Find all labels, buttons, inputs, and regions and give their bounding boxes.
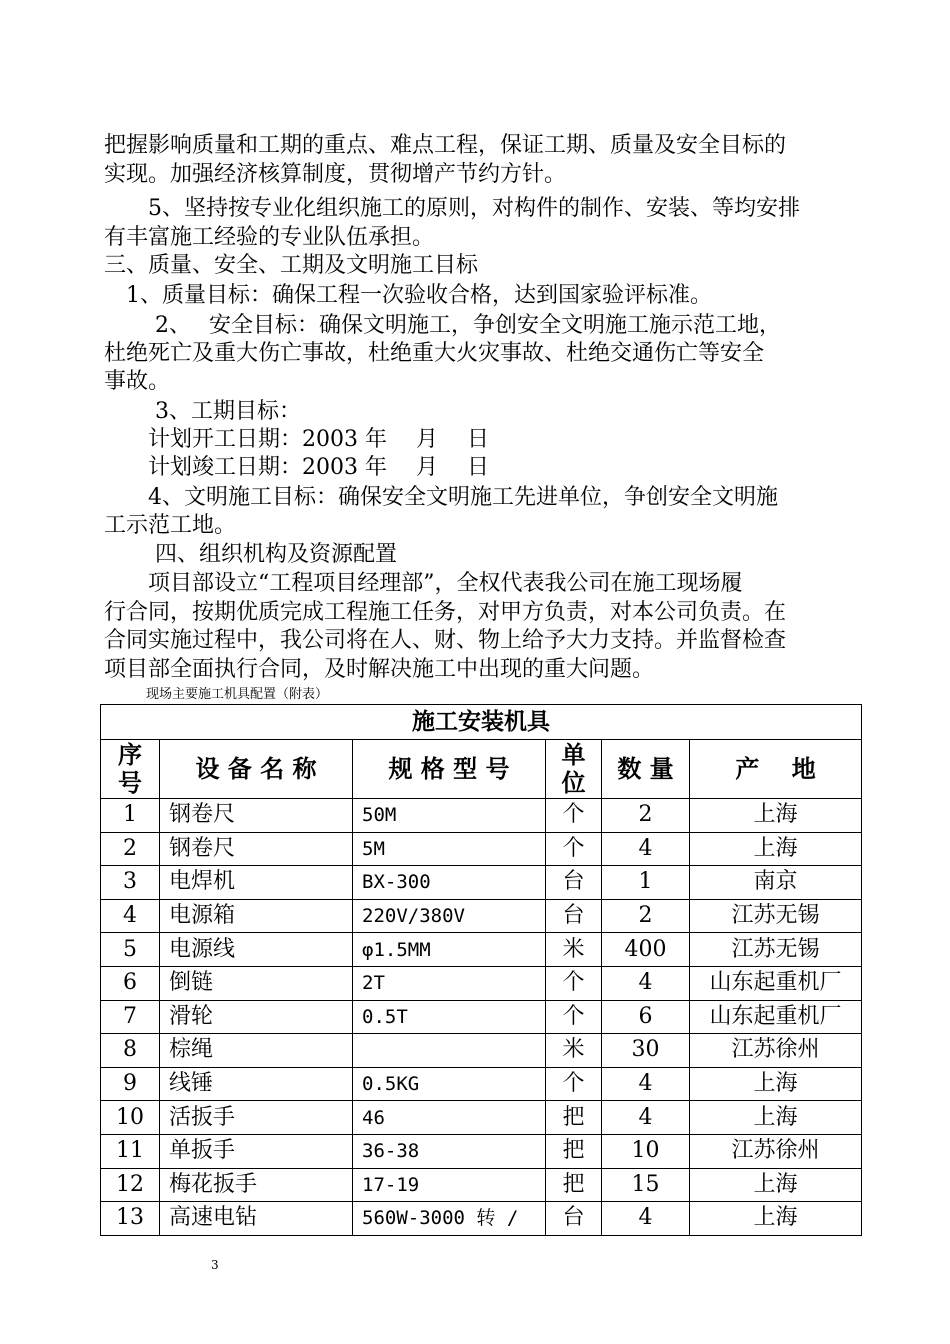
cell-qty: 400 — [602, 933, 690, 967]
cell-unit: 台 — [546, 1202, 602, 1236]
cell-qty: 2 — [602, 899, 690, 933]
table-row — [101, 933, 862, 967]
table-caption: 现场主要施工机具配置（附表） — [146, 687, 329, 702]
cell-origin: 山东起重机厂 — [690, 1000, 862, 1034]
cell-origin: 江苏徐州 — [690, 1134, 862, 1168]
cell-origin: 上海 — [690, 1202, 862, 1236]
cell-name: 单扳手 — [160, 1134, 353, 1168]
paragraph-line: 实现。加强经济核算制度，贯彻增产节约方针。 — [104, 162, 567, 187]
cell-unit: 米 — [546, 1034, 602, 1068]
table-row — [101, 1067, 862, 1101]
header-qty: 数 量 — [602, 740, 690, 799]
paragraph-line: 5、坚持按专业化组织施工的原则，对构件的制作、安装、等均安排 — [104, 196, 800, 221]
cell-qty: 4 — [602, 966, 690, 1000]
table-header-row — [101, 740, 862, 799]
cell-spec: 17-19 — [353, 1168, 546, 1202]
paragraph-line: 有丰富施工经验的专业队伍承担。 — [104, 225, 435, 250]
cell-no: 2 — [101, 832, 160, 866]
cell-name: 倒链 — [160, 966, 353, 1000]
paragraph-line: 项目部设立“工程项目经理部”，全权代表我公司在施工现场履 — [104, 571, 743, 596]
paragraph-line: 合同实施过程中，我公司将在人、财、物上给予大力支持。并监督检查 — [104, 628, 787, 653]
equipment-table — [100, 704, 862, 1236]
cell-name: 线锤 — [160, 1067, 353, 1101]
cell-unit: 把 — [546, 1134, 602, 1168]
table-title: 施工安装机具 — [101, 705, 862, 740]
paragraph-line: 把握影响质量和工期的重点、难点工程，保证工期、质量及安全目标的 — [104, 133, 787, 158]
cell-spec: 0.5T — [353, 1000, 546, 1034]
cell-spec — [353, 1034, 546, 1068]
cell-qty: 15 — [602, 1168, 690, 1202]
table-row — [101, 1168, 862, 1202]
cell-qty: 4 — [602, 832, 690, 866]
paragraph-line: 3、工期目标： — [104, 399, 301, 424]
cell-name: 电焊机 — [160, 866, 353, 900]
paragraph-line: 事故。 — [104, 369, 171, 394]
cell-name: 滑轮 — [160, 1000, 353, 1034]
cell-no: 11 — [101, 1134, 160, 1168]
cell-unit: 个 — [546, 1000, 602, 1034]
table-row — [101, 1101, 862, 1135]
cell-spec: 220V/380V — [353, 899, 546, 933]
table-row — [101, 799, 862, 833]
cell-spec: 5M — [353, 832, 546, 866]
section-heading: 三、质量、安全、工期及文明施工目标 — [104, 253, 479, 278]
cell-unit: 个 — [546, 966, 602, 1000]
cell-qty: 30 — [602, 1034, 690, 1068]
cell-unit: 个 — [546, 1067, 602, 1101]
cell-spec: 36-38 — [353, 1134, 546, 1168]
cell-name: 活扳手 — [160, 1101, 353, 1135]
cell-no: 5 — [101, 933, 160, 967]
cell-no: 12 — [101, 1168, 160, 1202]
paragraph-line: 行合同，按期优质完成工程施工任务，对甲方负责，对本公司负责。在 — [104, 600, 787, 625]
cell-name: 钢卷尺 — [160, 799, 353, 833]
table-row — [101, 1000, 862, 1034]
cell-origin: 上海 — [690, 1067, 862, 1101]
cell-qty: 10 — [602, 1134, 690, 1168]
paragraph-line: 2、 安全目标：确保文明施工，争创安全文明施工施示范工地， — [104, 313, 781, 338]
cell-spec: BX-300 — [353, 866, 546, 900]
header-origin: 产 地 — [690, 740, 862, 799]
cell-unit: 米 — [546, 933, 602, 967]
paragraph-line: 计划竣工日期：2003 年 月 日 — [104, 455, 489, 480]
cell-name: 钢卷尺 — [160, 832, 353, 866]
cell-unit: 台 — [546, 866, 602, 900]
section-heading: 四、组织机构及资源配置 — [104, 542, 397, 567]
cell-origin: 上海 — [690, 1101, 862, 1135]
cell-no: 13 — [101, 1202, 160, 1236]
cell-origin: 江苏无锡 — [690, 899, 862, 933]
cell-spec: 560W-3000 转 / — [353, 1202, 546, 1236]
cell-qty: 4 — [602, 1101, 690, 1135]
table-row — [101, 866, 862, 900]
cell-origin: 山东起重机厂 — [690, 966, 862, 1000]
page-number: 3 — [211, 1258, 219, 1272]
cell-name: 梅花扳手 — [160, 1168, 353, 1202]
cell-name: 高速电钻 — [160, 1202, 353, 1236]
cell-no: 1 — [101, 799, 160, 833]
cell-unit: 台 — [546, 899, 602, 933]
cell-name: 电源线 — [160, 933, 353, 967]
cell-origin: 南京 — [690, 866, 862, 900]
header-no: 序 号 — [101, 740, 160, 799]
header-unit: 单 位 — [546, 740, 602, 799]
table-row — [101, 966, 862, 1000]
cell-unit: 把 — [546, 1101, 602, 1135]
cell-spec: φ1.5MM — [353, 933, 546, 967]
cell-unit: 把 — [546, 1168, 602, 1202]
cell-name: 棕绳 — [160, 1034, 353, 1068]
cell-spec: 50M — [353, 799, 546, 833]
table-title-row — [101, 705, 862, 740]
cell-no: 6 — [101, 966, 160, 1000]
paragraph-line: 1、质量目标：确保工程一次验收合格，达到国家验评标准。 — [104, 283, 712, 308]
paragraph-line: 杜绝死亡及重大伤亡事故，杜绝重大火灾事故、杜绝交通伤亡等安全 — [104, 341, 765, 366]
paragraph-line: 工示范工地。 — [104, 513, 237, 538]
table-row — [101, 1202, 862, 1236]
cell-unit: 个 — [546, 832, 602, 866]
cell-qty: 1 — [602, 866, 690, 900]
cell-no: 3 — [101, 866, 160, 900]
table-row — [101, 899, 862, 933]
cell-origin: 上海 — [690, 1168, 862, 1202]
cell-no: 4 — [101, 899, 160, 933]
cell-no: 8 — [101, 1034, 160, 1068]
table-row — [101, 832, 862, 866]
cell-name: 电源箱 — [160, 899, 353, 933]
paragraph-line: 项目部全面执行合同，及时解决施工中出现的重大问题。 — [104, 657, 655, 682]
cell-no: 9 — [101, 1067, 160, 1101]
table-row — [101, 1034, 862, 1068]
cell-origin: 上海 — [690, 799, 862, 833]
header-name: 设 备 名 称 — [160, 740, 353, 799]
cell-origin: 上海 — [690, 832, 862, 866]
cell-unit: 个 — [546, 799, 602, 833]
cell-qty: 6 — [602, 1000, 690, 1034]
paragraph-line: 4、文明施工目标：确保安全文明施工先进单位，争创安全文明施 — [104, 485, 778, 510]
cell-qty: 2 — [602, 799, 690, 833]
header-spec: 规 格 型 号 — [353, 740, 546, 799]
cell-spec: 0.5KG — [353, 1067, 546, 1101]
cell-qty: 4 — [602, 1202, 690, 1236]
cell-qty: 4 — [602, 1067, 690, 1101]
cell-spec: 46 — [353, 1101, 546, 1135]
cell-spec: 2T — [353, 966, 546, 1000]
paragraph-line: 计划开工日期：2003 年 月 日 — [104, 427, 489, 452]
table-row — [101, 1134, 862, 1168]
cell-no: 10 — [101, 1101, 160, 1135]
cell-no: 7 — [101, 1000, 160, 1034]
cell-origin: 江苏徐州 — [690, 1034, 862, 1068]
cell-origin: 江苏无锡 — [690, 933, 862, 967]
